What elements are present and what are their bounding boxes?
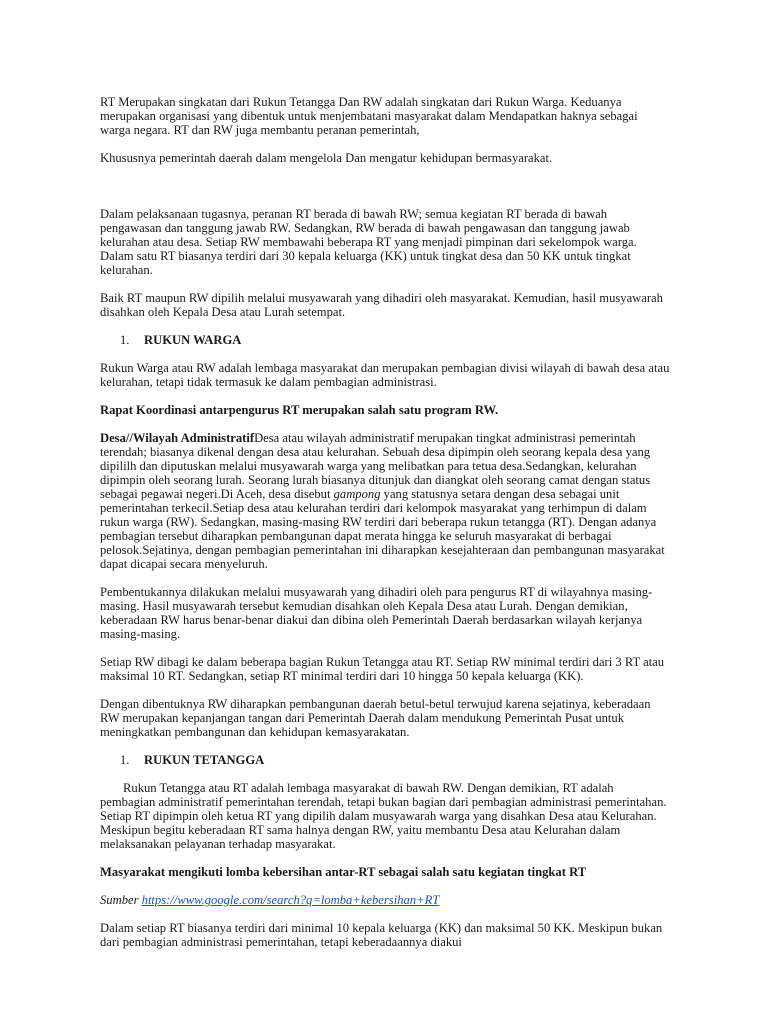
heading-text: RUKUN WARGA — [144, 333, 242, 347]
paragraph-rw-purpose: Dengan dibentuknya RW diharapkan pembangunan daerah betul-betul terwujud karena sejatinya, keberadaan RW merupakan kepanjangan tangan dari Pemerintah Daerah dalam mendukung Pemerintah Pusat untuk meningkatkan pembangunan dan kehidupan kemasyarakatan. — [100, 697, 651, 739]
paragraph-election: Baik RT maupun RW dipilih melalui musyawarah yang dihadiri oleh masyarakat. Kemudian, hasil musyawarah disahkan oleh Kepala Desa atau Lurah setempat. — [100, 291, 663, 319]
paragraph-desa — [100, 431, 670, 571]
caption-rw: Rapat Koordinasi antarpengurus RT merupakan salah satu program RW. — [100, 403, 499, 417]
paragraph-rt-size: Dalam setiap RT biasanya terdiri dari minimal 10 kepala keluarga (KK) dan maksimal 50 KK. Meskipun bukan dari pembagian administrasi pemerintahan, tetapi keberadaannya diakui — [100, 921, 663, 949]
heading-number: 1. — [120, 753, 130, 767]
heading-rukun-tetangga — [100, 753, 670, 767]
paragraph-formation: Pembentukannya dilakukan melalui musyawarah yang dihadiri oleh para pengurus RT di wilayahnya masing-masing. Hasil musyawarah tersebut kemudian disahkan oleh Kepala Desa atau Lurah. Dengan demikian, keberadaan RW harus benar-benar diakui dan dibina oleh Pemerintah Daerah berdasarkan wilayah kerjanya masing-masing. — [100, 585, 653, 641]
heading-rukun-warga — [100, 333, 670, 347]
paragraph-rw-definition: Rukun Warga atau RW adalah lembaga masyarakat dan merupakan pembagian divisi wilayah di bawah desa atau kelurahan, tetapi tidak termasuk ke dalam pembagian administrasi. — [100, 361, 670, 389]
paragraph-rt-definition: Rukun Tetangga atau RT adalah lembaga masyarakat di bawah RW. Dengan demikian, RT adalah pembagian administratif pemerintahan terendah, tetapi bukan bagian dari pembagian administrasi pemerintahan. Setiap RT dipimpin oleh ketua RT yang dipilih dalam musyawarah warga yang disahkan Desa atau Kelurahan. Meskipun begitu keberadaan RT sama halnya dengan RW, yaitu membantu Desa atau Kelurahan dalam melaksanakan pelayanan terhadap masyarakat. — [100, 781, 667, 851]
source-link[interactable]: https://www.google.com/search?q=lomba+kebersihan+RT — [141, 893, 440, 907]
paragraph-roles: Dalam pelaksanaan tugasnya, peranan RT berada di bawah RW; semua kegiatan RT berada di bawah pengawasan dan tanggung jawab RW. Sedangkan, RW berada di bawah pengawasan dan tanggung jawab kelurahan atau desa. Setiap RW membawahi beberapa RT yang menjadi pimpinan dari sekelompok warga. Dalam satu RT biasanya terdiri dari 30 kepala keluarga (KK) untuk tingkat desa dan 50 KK untuk tingkat kelurahan. — [100, 207, 637, 277]
paragraph-intro-continued: Khususnya pemerintah daerah dalam mengelola Dan mengatur kehidupan bermasyarakat. — [100, 151, 553, 165]
gampong-term: gampong — [333, 487, 381, 501]
paragraph-intro: RT Merupakan singkatan dari Rukun Tetangga Dan RW adalah singkatan dari Rukun Warga. Keduanya merupakan organisasi yang dibentuk untuk menjembatani masyarakat dalam Mendapatkan haknya sebagai warga negara. RT dan RW juga membantu peranan pemerintah, — [100, 95, 638, 137]
paragraph-rw-division: Setiap RW dibagi ke dalam beberapa bagian Rukun Tetangga atau RT. Setiap RW minimal terdiri dari 3 RT atau maksimal 10 RT. Sedangkan, setiap RT minimal terdiri dari 10 hingga 50 kepala keluarga (KK). — [100, 655, 665, 683]
source-label: Sumber — [100, 893, 139, 907]
desa-text-a: Desa atau wilayah administratif merupakan tingkat administrasi pemerintah terendah; biasanya dikenal dengan desa atau kelurahan. Sebuah desa dipimpin oleh seorang kepala desa yang dipililh dan diputuskan melalui musyawarah warga yang melibatkan para tetua desa.Sedangkan, kelurahan dipimpin oleh seorang lurah. Seorang lurah biasanya ditunjuk dan diangkat oleh seorang camat dengan status sebagai pegawai negeri.Di Aceh, desa disebut — [100, 431, 651, 501]
desa-text-b: yang statusnya setara dengan desa sebagai unit pemerintahan terkecil.Setiap desa atau kelurahan terdiri dari kelompok masyarakat yang terhimpun di dalam rukun warga (RW). Sedangkan, masing-masing RW terdiri dari beberapa rukun tetangga (RT). Dengan adanya pembagian tersebut diharapkan pembangunan dapat merata hingga ke seluruh masyarakat di berbagai pelosok.Sejatinya, dengan pembagian pemerintahan ini diharapkan kesejahteraan dan pembangunan masyarakat dapat dicapai secara menyeluruh. — [100, 487, 665, 571]
caption-rt: Masyarakat mengikuti lomba kebersihan antar-RT sebagai salah satu kegiatan tingkat RT — [100, 865, 587, 879]
heading-number: 1. — [120, 333, 130, 347]
desa-term: Desa//Wilayah Administratif — [100, 431, 255, 445]
heading-text: RUKUN TETANGGA — [144, 753, 265, 767]
source-line — [100, 893, 670, 907]
